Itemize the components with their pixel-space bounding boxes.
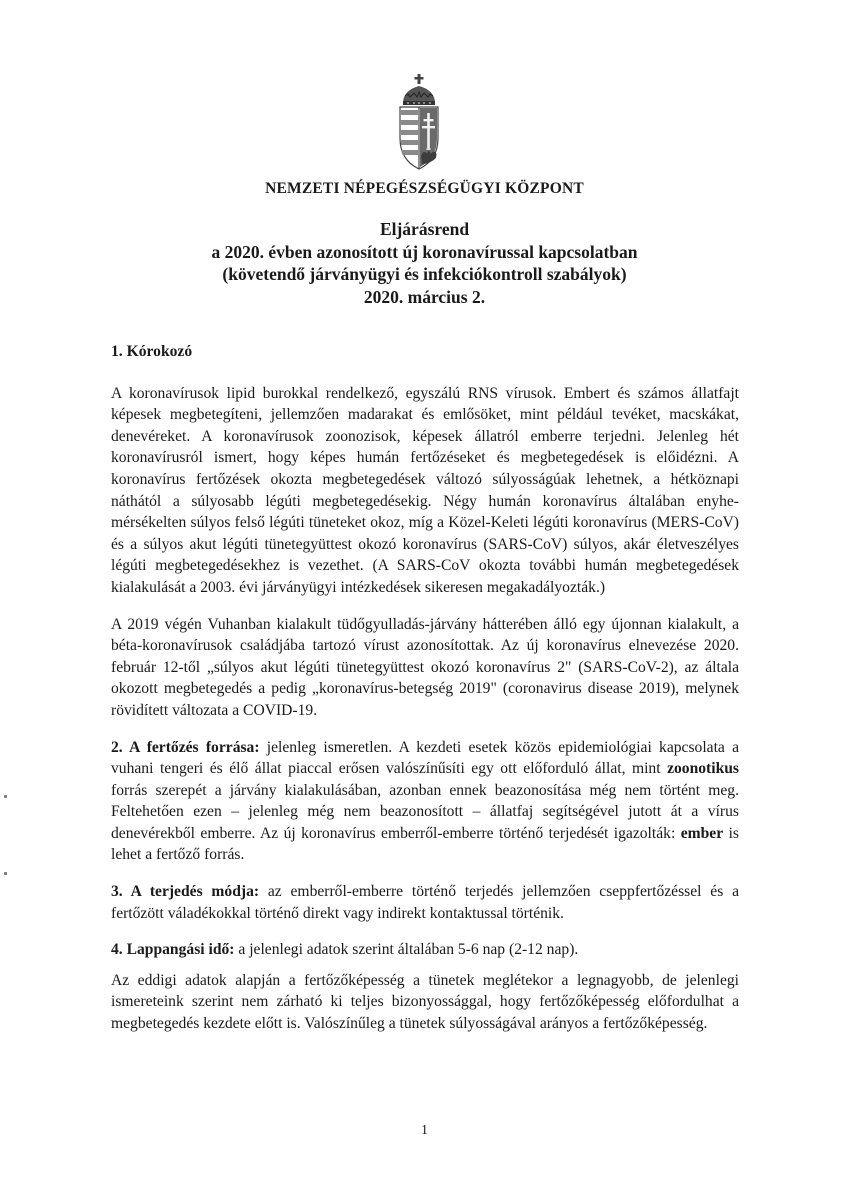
source-text-c: is lehet a fertőző forrás. — [111, 824, 739, 864]
title-line-3: (követendő járványügyi és infekciókontroll szabályok) — [222, 264, 627, 284]
scan-artifact — [4, 872, 7, 875]
page-number: 1 — [421, 1123, 428, 1138]
title-line-1: Eljárásrend — [379, 219, 470, 239]
paragraph-new-coronavirus: A 2019 végén Vuhanban kialakult tüdőgyulladás-járvány hátterében álló egy újonnan kialakult, a béta-koronavírusok családjába tartozó vírust azonosítottak. Az új koronavírus elnevezése 2020. február 12-től „súlyos akut légúti tünetegyüttest okozó koronavírus 2" (SARS-CoV-2), az általa okozott megbetegedés a pedig „koronavírus-betegség 2019" (coronavirus disease 2019), melynek rövidített változata a COVID-19. — [111, 615, 739, 719]
document-title — [0, 218, 849, 308]
scan-artifact — [4, 795, 7, 798]
source-text-a: jelenleg ismeretlen. A kezdeti esetek közös epidemiológiai kapcsolata a vuhani tengeri és élő állat piaccal erősen valószínűsíti egy ott előforduló állat, mint — [111, 738, 739, 778]
document-body — [111, 341, 739, 1050]
incubation-text: a jelenlegi adatok szerint általában 5-6 nap (2-12 nap). — [234, 941, 579, 959]
section-label-transmission: 3. A terjedés módja: — [111, 883, 260, 901]
paragraph-source-of-infection — [111, 737, 739, 867]
title-line-2: a 2020. évben azonosított új koronavírussal kapcsolatban — [211, 241, 638, 262]
paragraph-coronaviruses: A koronavírusok lipid burokkal rendelkező, egyszálú RNS vírusok. Embert és számos állatfajt képesek megbetegíteni, jellemzően madarakat és emlősöket, mint például tevéket, macskákat, denevéreket. A koronavírusok zoonozisok, képesek állatról emberre terjedni. Jelenleg hét koronavírusról ismert, hogy képes humán fertőzéseket és megbetegedések is előidézni. A koronavírus fertőzések okozta megbetegedések változó súlyosságúak lehetnek, a hétköznapi náthától a súlyosabb légúti megbetegedésekig. Négy humán koronavírus általában enyhe- mérsékelten súlyos felső légúti tüneteket okoz, míg a Közel-Keleti légúti koronavírus (MERS-CoV) és a súlyos akut légúti tünetegyüttest okozó koronavírus (SARS-CoV) súlyos, akár életveszélyes légúti megbetegedésekhez is vezethet. (A SARS-CoV okozta további humán megbetegedések kialakulását a 2003. évi járványügyi intézkedések sikeresen megakadályozták.) — [111, 384, 739, 596]
paragraph-transmission — [111, 881, 739, 924]
paragraph-incubation — [111, 939, 739, 961]
section-label-incubation: 4. Lappangási idő: — [111, 941, 235, 959]
paragraph-infectiousness: Az eddigi adatok alapján a fertőzőképesség a tünetek meglétekor a legnagyobb, de jelenlegi ismereteink szerint nem zárható ki teljes bizonyossággal, hogy fertőzőképesség előfordulhat a megbetegedés kezdete előtt is. Valószínűleg a tünetek súlyosságával arányos a fertőzőképesség. — [111, 971, 739, 1033]
hungarian-coat-of-arms-icon — [396, 72, 442, 172]
section-heading-pathogen: 1. Kórokozó — [111, 343, 193, 360]
source-text-b: forrás szerepét a járvány kialakulásában, azonban ennek beazonosítása még nem történt meg. Feltehetően ezen – jelenleg még nem beazonosított – állatfaj segítségével jutott át a vírus denevérekből emberre. Az új koronavírus emberről-emberre történő terjedését igazolták: — [111, 781, 739, 842]
title-line-4: 2020. március 2. — [363, 286, 486, 307]
section-label-source: 2. A fertőzés forrása: — [111, 738, 260, 756]
transmission-text: az emberről-emberre történő terjedés jellemzően cseppfertőzéssel és a fertőzött váladékokkal történő direkt vagy indirekt kontaktussal történik. — [111, 883, 739, 922]
institution-name: NEMZETI NÉPEGÉSZSÉGÜGYI KÖZPONT — [265, 180, 584, 197]
source-bold-zoonotic: zoonotikus — [667, 760, 739, 778]
source-bold-human: ember — [680, 824, 724, 842]
